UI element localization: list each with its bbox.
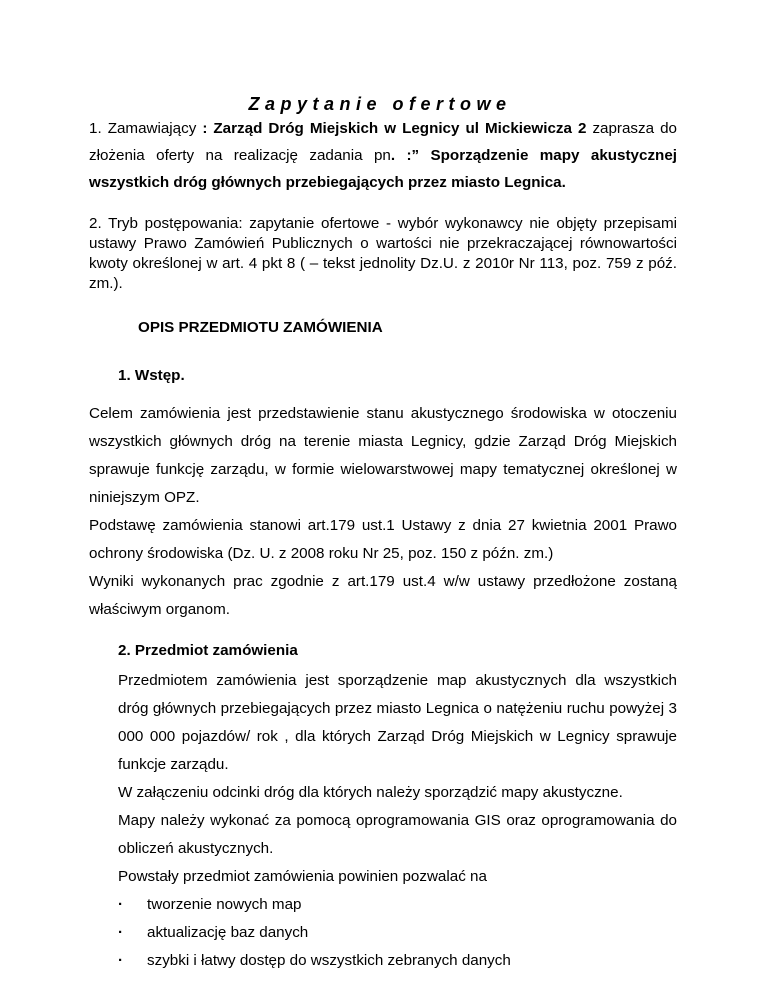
list-item-text: aktualizację baz danych	[147, 924, 309, 941]
document-page	[89, 93, 677, 975]
bullet-icon: ·	[118, 952, 124, 969]
list-item-text: tworzenie nowych map	[147, 896, 302, 913]
paragraph-ordering-party	[89, 115, 677, 196]
list-item	[118, 947, 677, 975]
section-1-paragraph: Podstawę zamówienia stanowi art.179 ust.1 Ustawy z dnia 27 kwietnia 2001 Prawo ochrony środowiska (Dz. U. z 2008 roku Nr 25, poz. 150 z późn. zm.)	[89, 517, 677, 562]
document-title: Zapytanie ofertowe	[248, 94, 512, 114]
section-1-heading: 1. Wstęp.	[118, 367, 185, 384]
section-2-paragraph: W załączeniu odcinki dróg dla których należy sporządzić mapy akustyczne.	[118, 784, 623, 801]
ordering-party-invite: zaprasza do złożenia oferty na realizację zadania pn	[89, 120, 677, 164]
ordering-party-name: : Zarząd Dróg Miejskich w Legnicy ul Mickiewicza 2	[202, 120, 587, 137]
bullet-icon: ·	[118, 896, 124, 913]
list-item	[118, 891, 677, 919]
ordering-party-prefix: 1. Zamawiający	[89, 120, 203, 137]
section-2-paragraph: Mapy należy wykonać za pomocą oprogramowania GIS oraz oprogramowania do obliczeń akustycznych.	[118, 812, 677, 857]
list-item-text: szybki i łatwy dostęp do wszystkich zebranych danych	[147, 952, 511, 969]
heading-opis-przedmiotu: OPIS PRZEDMIOTU ZAMÓWIENIA	[138, 319, 383, 336]
section-2-body	[118, 667, 677, 975]
paragraph-procedure-mode: 2. Tryb postępowania: zapytanie ofertowe - wybór wykonawcy nie objęty przepisami ustawy Prawo Zamówień Publicznych o wartości nie przekraczającej równowartości kwoty określonej w art. 4 pkt 8 ( – tekst jednolity Dz.U. z 2010r Nr 113, poz. 759 z póź. zm.).	[89, 215, 677, 292]
section-2-paragraph: Przedmiotem zamówienia jest sporządzenie map akustycznych dla wszystkich dróg głównych przebiegających przez miasto Legnica o natężeniu ruchu powyżej 3 000 000 pojazdów/ rok , dla których Zarząd Dróg Miejskich w Legnicy sprawuje funkcje zarządu.	[118, 672, 677, 773]
list-item	[118, 919, 677, 947]
task-name: . :” Sporządzenie mapy akustycznej wszystkich dróg głównych przebiegających przez miasto Legnica.	[89, 147, 677, 191]
section-1-paragraph: Celem zamówienia jest przedstawienie stanu akustycznego środowiska w otoczeniu wszystkich głównych dróg na terenie miasta Legnicy, gdzie Zarząd Dróg Miejskich sprawuje funkcję zarządu, w formie wielowarstwowej mapy tematycznej określonej w niniejszym OPZ.	[89, 405, 677, 506]
section-2-heading: 2. Przedmiot zamówienia	[118, 642, 298, 659]
requirements-list	[118, 891, 677, 975]
bullet-icon: ·	[118, 924, 124, 941]
section-2-paragraph: Powstały przedmiot zamówienia powinien pozwalać na	[118, 868, 487, 885]
section-1-paragraph: Wyniki wykonanych prac zgodnie z art.179 ust.4 w/w ustawy przedłożone zostaną właściwym organom.	[89, 573, 677, 618]
